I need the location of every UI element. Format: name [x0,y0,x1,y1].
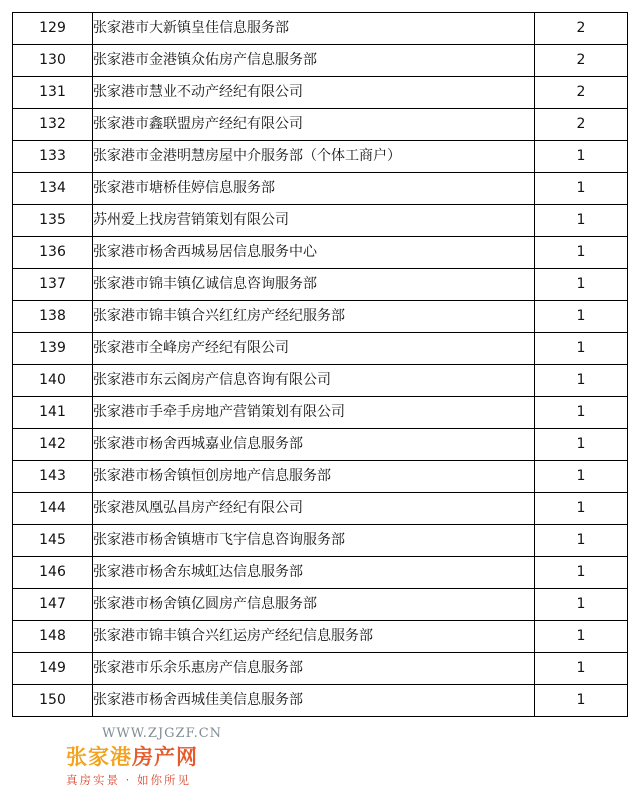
row-number: 146 [13,557,93,589]
table-row [13,205,628,237]
row-number: 134 [13,173,93,205]
agency-name: 张家港市杨舍镇恒创房地产信息服务部 [93,461,535,493]
row-number: 135 [13,205,93,237]
listing-count: 1 [535,365,628,397]
listing-count: 1 [535,557,628,589]
listing-count: 1 [535,493,628,525]
agency-name: 张家港市全峰房产经纪有限公司 [93,333,535,365]
table-row [13,333,628,365]
agency-name: 张家港市杨舍西城嘉业信息服务部 [93,429,535,461]
watermark-brand [60,741,260,771]
agency-name: 张家港市杨舍镇塘市飞宇信息咨询服务部 [93,525,535,557]
table-row [13,397,628,429]
table-row [13,237,628,269]
agency-name: 张家港市杨舍西城佳美信息服务部 [93,685,535,717]
agency-name: 张家港市手牵手房地产营销策划有限公司 [93,397,535,429]
row-number: 141 [13,397,93,429]
row-number: 129 [13,13,93,45]
row-number: 142 [13,429,93,461]
table-row [13,13,628,45]
agency-name: 张家港市慧业不动产经纪有限公司 [93,77,535,109]
watermark-brand-site: 房产网 [132,745,198,769]
listing-count: 2 [535,109,628,141]
listing-count: 1 [535,237,628,269]
table-row [13,685,628,717]
agency-name: 张家港凤凰弘昌房产经纪有限公司 [93,493,535,525]
row-number: 147 [13,589,93,621]
listing-count: 1 [535,525,628,557]
row-number: 137 [13,269,93,301]
listing-count: 1 [535,205,628,237]
listing-count: 1 [535,685,628,717]
row-number: 145 [13,525,93,557]
table-row [13,301,628,333]
row-number: 136 [13,237,93,269]
row-number: 140 [13,365,93,397]
row-number: 133 [13,141,93,173]
listing-count: 1 [535,589,628,621]
agency-name: 张家港市乐余乐惠房产信息服务部 [93,653,535,685]
table-row [13,493,628,525]
agency-name: 张家港市金港明慧房屋中介服务部（个体工商户） [93,141,535,173]
table-row [13,621,628,653]
agency-name: 张家港市锦丰镇亿诚信息咨询服务部 [93,269,535,301]
table-row [13,141,628,173]
agency-name: 张家港市杨舍镇亿圆房产信息服务部 [93,589,535,621]
table-row [13,525,628,557]
watermark-brand-city: 张家港 [66,745,132,769]
table-row [13,173,628,205]
agency-name: 张家港市锦丰镇合兴红红房产经纪服务部 [93,301,535,333]
watermark-slogan: 真房实景 · 如你所见 [66,773,191,787]
agency-listing-table [12,12,628,717]
row-number: 131 [13,77,93,109]
listing-count: 1 [535,333,628,365]
agency-name: 张家港市东云阁房产信息咨询有限公司 [93,365,535,397]
table-row [13,461,628,493]
row-number: 132 [13,109,93,141]
watermark-url: WWW.ZJGZF.CN [101,726,223,741]
listing-count: 1 [535,173,628,205]
agency-name: 张家港市金港镇众佑房产信息服务部 [93,45,535,77]
agency-name: 苏州爱上找房营销策划有限公司 [93,205,535,237]
agency-name: 张家港市锦丰镇合兴红运房产经纪信息服务部 [93,621,535,653]
site-watermark [60,726,260,788]
table-row [13,269,628,301]
listing-count: 2 [535,45,628,77]
table-row [13,109,628,141]
table-row [13,45,628,77]
listing-count: 1 [535,429,628,461]
listing-count: 1 [535,461,628,493]
row-number: 130 [13,45,93,77]
agency-name: 张家港市塘桥佳婷信息服务部 [93,173,535,205]
listing-count: 1 [535,269,628,301]
agency-name: 张家港市杨舍东城虹达信息服务部 [93,557,535,589]
listing-count: 1 [535,621,628,653]
listing-count: 1 [535,397,628,429]
table-row [13,365,628,397]
table-row [13,589,628,621]
listing-count: 1 [535,653,628,685]
row-number: 149 [13,653,93,685]
table-body [13,13,628,717]
listing-count: 2 [535,77,628,109]
listing-count: 1 [535,301,628,333]
row-number: 148 [13,621,93,653]
listing-count: 1 [535,141,628,173]
row-number: 144 [13,493,93,525]
table-row [13,653,628,685]
table-row [13,557,628,589]
agency-name: 张家港市鑫联盟房产经纪有限公司 [93,109,535,141]
table-row [13,77,628,109]
row-number: 143 [13,461,93,493]
table-row [13,429,628,461]
row-number: 139 [13,333,93,365]
row-number: 138 [13,301,93,333]
agency-name: 张家港市杨舍西城易居信息服务中心 [93,237,535,269]
agency-name: 张家港市大新镇皇佳信息服务部 [93,13,535,45]
row-number: 150 [13,685,93,717]
listing-count: 2 [535,13,628,45]
